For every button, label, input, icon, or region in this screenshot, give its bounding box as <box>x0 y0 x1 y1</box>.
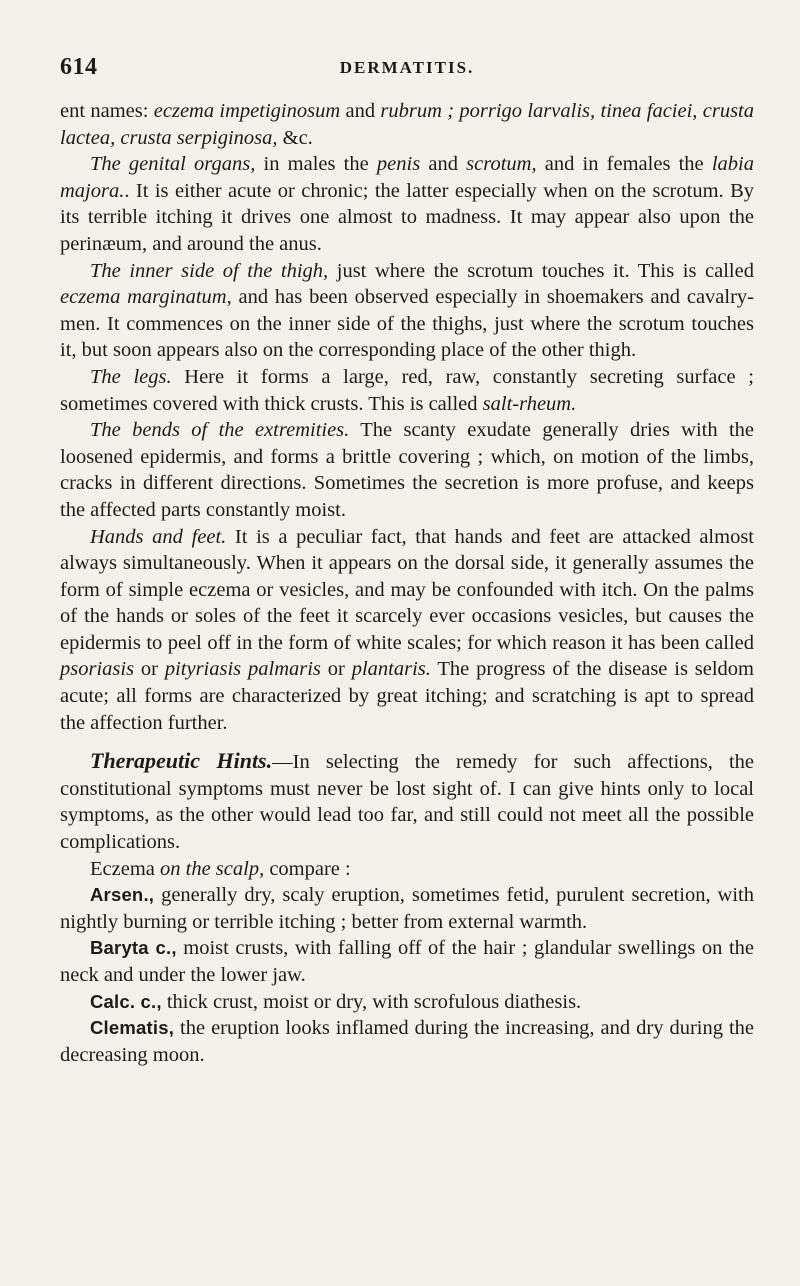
italic-heading: The legs. <box>90 365 172 388</box>
paragraph-bends-extremities <box>60 417 754 523</box>
section-heading: Therapeutic Hints. <box>90 748 273 774</box>
remedy-name: Clematis, <box>90 1017 175 1039</box>
italic-term: salt-rheum. <box>482 392 577 415</box>
text-run: just where the scrotum touches it. This is called <box>328 259 754 282</box>
paragraph-inner-thigh <box>60 258 754 364</box>
text-run: compare : <box>264 857 351 880</box>
italic-term: rubrum ; porrigo larvalis, tinea faciei, crusta lactea, crusta serpiginosa, <box>60 100 754 149</box>
paragraph-continued-names <box>60 98 754 151</box>
text-run: —In selecting the remedy for such affections, the constitutional symptoms must never be lost sight of. I can give hints only to local symptoms, as the other would lead too far, and still could not meet all the possible complications. <box>60 751 754 854</box>
text-run: and <box>420 153 467 176</box>
italic-term: penis <box>376 153 421 176</box>
remedy-entry <box>60 989 754 1016</box>
page-number: 614 <box>60 54 98 80</box>
text-run: Eczema <box>90 857 160 880</box>
text-run: It is a peculiar fact, that hands and feet are attacked almost always simultaneously. When it appears on the dorsal side, it generally assumes the form of simple eczema or vesicles, and may be confounded with itch. On the palms of the hands or soles of the feet it scarcely ever occasions vesicles, but causes the epidermis to peel off in the form of white scales; for which reason it has been called <box>60 525 754 654</box>
text-run: and has been observed especially in shoemakers and cavalry-men. It commences on the inner side of the thighs, just where the scrotum touches it, but soon appears also on the corresponding place of the other thigh. <box>60 286 754 362</box>
paragraph-genital-organs <box>60 151 754 257</box>
text-run: The progress of the disease is seldom acute; all forms are characterized by great itching; and scratching is apt to spread the affection further. <box>60 658 755 734</box>
text-run: Here it forms a large, red, raw, constantly secreting surface ; sometimes covered with thick crusts. This is called <box>60 365 754 415</box>
italic-term: plantaris. <box>351 658 431 681</box>
remedy-description: the eruption looks inflamed during the increasing, and dry during the decreasing moon. <box>60 1017 754 1066</box>
paragraph-eczema-scalp <box>60 856 754 883</box>
paragraph-hands-feet <box>60 524 754 737</box>
remedy-entry <box>60 1015 754 1068</box>
remedy-name: Arsen., <box>90 884 155 906</box>
italic-term: eczema marginatum, <box>60 286 232 309</box>
italic-term: eczema impetiginosum <box>153 100 341 122</box>
text-run: ent names: <box>60 100 154 122</box>
text-run: The scanty exudate generally dries with the loosened epidermis, and forms a brittle covering ; which, on motion of the limbs, cracks in different directions. Sometimes the secretion is more profuse, and keeps the affected parts constantly moist. <box>60 419 754 521</box>
italic-term: scrotum, <box>466 153 537 176</box>
italic-term: psoriasis <box>60 658 135 681</box>
page-header <box>60 54 754 88</box>
paragraph-legs <box>60 364 754 417</box>
text-run: and in females the <box>536 153 712 176</box>
text-run: &c. <box>277 126 313 149</box>
remedy-description: thick crust, moist or dry, with scrofulous diathesis. <box>161 990 582 1013</box>
italic-heading: Hands and feet. <box>90 525 227 548</box>
remedy-description: moist crusts, with falling off of the hair ; glandular swellings on the neck and under the lower jaw. <box>60 937 755 986</box>
paragraph-therapeutic-hints <box>60 748 754 855</box>
running-title: DERMATITIS. <box>339 58 475 77</box>
remedy-entry <box>60 882 754 935</box>
remedy-name: Calc. c., <box>90 990 162 1012</box>
remedy-name: Baryta c., <box>90 937 177 959</box>
text-run: or <box>320 658 352 681</box>
body-text <box>60 98 754 1068</box>
italic-heading: The bends of the extremities. <box>90 419 350 442</box>
text-run: or <box>134 658 165 681</box>
text-run: . It is either acute or chronic; the latter especially when on the scrotum. By its terrible itching it drives one almost to madness. It may appear also upon the perinæum, and around the anus. <box>60 179 754 255</box>
text-run: and <box>340 100 381 122</box>
italic-term: labia majora. <box>60 153 754 202</box>
italic-term: pityriasis palmaris <box>164 658 321 681</box>
italic-term: on the scalp, <box>160 857 265 880</box>
italic-heading: The inner side of the thigh, <box>90 259 329 282</box>
text-run: in males the <box>255 153 377 176</box>
remedy-description: generally dry, scaly eruption, sometimes fetid, purulent secretion, with nightly burning or terrible itching ; better from external warmth. <box>60 884 754 933</box>
remedy-entry <box>60 935 754 988</box>
italic-heading: The genital organs, <box>90 153 256 176</box>
